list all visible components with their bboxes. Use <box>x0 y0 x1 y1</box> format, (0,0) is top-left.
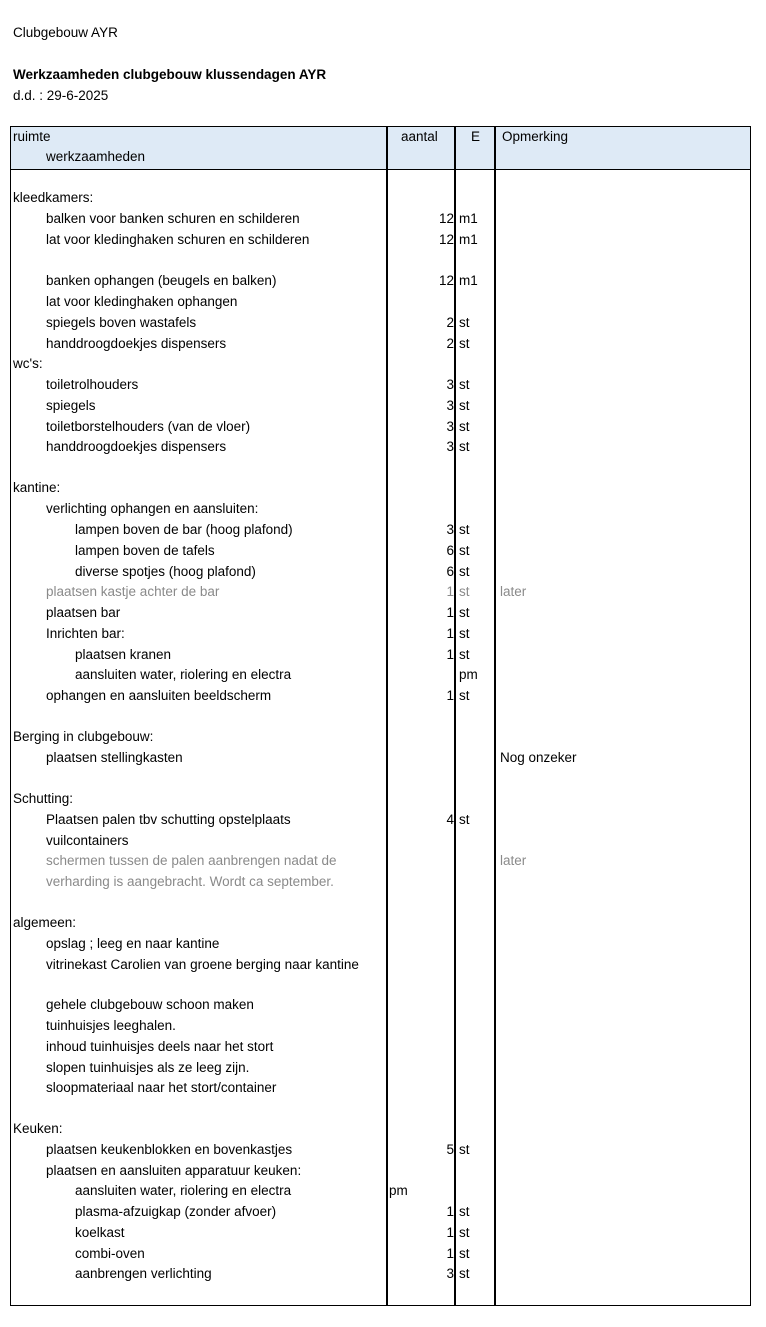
document-date: d.d. : 29-6-2025 <box>13 88 109 103</box>
task-unit: st <box>459 1142 470 1157</box>
task-unit: st <box>459 584 470 599</box>
task-row <box>11 315 750 335</box>
task-quantity: 3 <box>446 439 454 454</box>
task-description: lat voor kledinghaken schuren en schilderen <box>46 232 310 247</box>
task-unit: m1 <box>459 211 478 226</box>
task-description: slopen tuinhuisjes als ze leeg zijn. <box>46 1060 250 1075</box>
task-unit: st <box>459 377 470 392</box>
task-row <box>11 419 750 439</box>
task-row <box>11 1060 750 1080</box>
task-description: toiletborstelhouders (van de vloer) <box>46 419 251 434</box>
section-title: algemeen: <box>13 915 77 930</box>
task-description: aansluiten water, riolering en electra <box>75 667 292 682</box>
section-row <box>11 729 750 749</box>
task-unit: st <box>459 647 470 662</box>
task-description: sloopmateriaal naar het stort/container <box>46 1080 277 1095</box>
section-row <box>11 1121 750 1141</box>
task-row <box>11 377 750 397</box>
task-quantity: 12 <box>438 211 454 226</box>
section-row <box>11 791 750 811</box>
task-description: plaatsen kastje achter de bar <box>46 584 220 599</box>
task-description: lat voor kledinghaken ophangen <box>46 294 238 309</box>
task-description: handdroogdoekjes dispensers <box>46 336 227 351</box>
task-row <box>11 1246 750 1266</box>
task-row <box>11 605 750 625</box>
section-title: Keuken: <box>13 1121 63 1136</box>
task-row <box>11 688 750 708</box>
task-row <box>11 398 750 418</box>
task-description: handdroogdoekjes dispensers <box>46 439 227 454</box>
task-row <box>11 584 750 604</box>
task-row <box>11 273 750 293</box>
task-description: banken ophangen (beugels en balken) <box>46 273 277 288</box>
section-row <box>11 356 750 376</box>
section-title: kleedkamers: <box>13 190 94 205</box>
task-description: opslag ; leeg en naar kantine <box>46 936 220 951</box>
section-row <box>11 190 750 210</box>
task-unit: st <box>459 522 470 537</box>
task-quantity: 2 <box>446 315 454 330</box>
task-description: koelkast <box>75 1225 125 1240</box>
task-row <box>11 522 750 542</box>
task-description: plaatsen stellingkasten <box>46 750 183 765</box>
section-title: Berging in clubgebouw: <box>13 729 154 744</box>
section-title: wc's: <box>13 356 43 371</box>
task-description: verharding is aangebracht. Wordt ca september. <box>46 874 334 889</box>
task-unit: pm <box>459 667 478 682</box>
task-remark: Nog onzeker <box>500 750 577 765</box>
task-row <box>11 1163 750 1183</box>
task-description: gehele clubgebouw schoon maken <box>46 997 254 1012</box>
task-quantity: 12 <box>438 273 454 288</box>
task-description: toiletrolhouders <box>46 377 139 392</box>
task-description: plaatsen en aansluiten apparatuur keuken: <box>46 1163 302 1178</box>
task-quantity: 1 <box>446 584 454 599</box>
task-row <box>11 626 750 646</box>
task-quantity: 3 <box>446 1266 454 1281</box>
task-unit: st <box>459 398 470 413</box>
task-row <box>11 1080 750 1100</box>
task-quantity: 12 <box>438 232 454 247</box>
task-description: combi-oven <box>75 1246 145 1261</box>
task-description: vitrinekast Carolien van groene berging naar kantine <box>46 957 359 972</box>
task-unit: st <box>459 688 470 703</box>
column-ruimte: ruimte <box>13 129 51 144</box>
document-title: Werkzaamheden clubgebouw klussendagen AYR <box>13 67 327 82</box>
task-unit: st <box>459 543 470 558</box>
section-row <box>11 915 750 935</box>
task-quantity: 1 <box>446 1204 454 1219</box>
task-description: lampen boven de bar (hoog plafond) <box>75 522 293 537</box>
table-body <box>11 127 750 1305</box>
task-quantity: pm <box>389 1183 408 1198</box>
task-row <box>11 1142 750 1162</box>
task-row <box>11 1225 750 1245</box>
task-quantity: 5 <box>446 1142 454 1157</box>
task-row <box>11 1204 750 1224</box>
task-unit: m1 <box>459 273 478 288</box>
task-quantity: 1 <box>446 1246 454 1261</box>
task-quantity: 3 <box>446 522 454 537</box>
task-description: lampen boven de tafels <box>75 543 215 558</box>
task-unit: st <box>459 564 470 579</box>
organization-name: Clubgebouw AYR <box>13 25 118 40</box>
task-unit: st <box>459 1225 470 1240</box>
task-quantity: 2 <box>446 336 454 351</box>
task-row <box>11 874 750 894</box>
task-row <box>11 294 750 314</box>
task-row <box>11 997 750 1017</box>
task-unit: st <box>459 1204 470 1219</box>
task-description: plaatsen keukenblokken en bovenkastjes <box>46 1142 293 1157</box>
task-row <box>11 667 750 687</box>
section-title: kantine: <box>13 480 61 495</box>
column-aantal: aantal <box>401 129 438 144</box>
task-unit: st <box>459 605 470 620</box>
task-row <box>11 750 750 770</box>
task-description: Plaatsen palen tbv schutting opstelplaats <box>46 812 291 827</box>
section-row <box>11 480 750 500</box>
task-description: spiegels boven wastafels <box>46 315 197 330</box>
task-description: verlichting ophangen en aansluiten: <box>46 501 259 516</box>
task-unit: st <box>459 626 470 641</box>
task-description: balken voor banken schuren en schilderen <box>46 211 300 226</box>
task-quantity: 3 <box>446 398 454 413</box>
task-row <box>11 853 750 873</box>
task-unit: st <box>459 419 470 434</box>
task-unit: st <box>459 1246 470 1261</box>
task-unit: st <box>459 1266 470 1281</box>
task-description: vuilcontainers <box>46 833 129 848</box>
task-description: plasma-afzuigkap (zonder afvoer) <box>75 1204 277 1219</box>
task-row <box>11 936 750 956</box>
column-opmerking: Opmerking <box>502 129 569 144</box>
task-unit: m1 <box>459 232 478 247</box>
task-description: plaatsen bar <box>46 605 121 620</box>
task-row <box>11 336 750 356</box>
task-description: tuinhuisjes leeghalen. <box>46 1018 176 1033</box>
task-quantity: 6 <box>446 543 454 558</box>
task-row <box>11 232 750 252</box>
task-row <box>11 1039 750 1059</box>
task-unit: st <box>459 336 470 351</box>
column-eenheid: E <box>471 129 481 144</box>
task-row <box>11 501 750 521</box>
task-description: diverse spotjes (hoog plafond) <box>75 564 256 579</box>
work-table <box>10 126 751 1306</box>
task-remark: later <box>500 584 527 599</box>
task-description: inhoud tuinhuisjes deels naar het stort <box>46 1039 274 1054</box>
task-description: schermen tussen de palen aanbrengen nadat de <box>46 853 337 868</box>
task-description: aanbrengen verlichting <box>75 1266 212 1281</box>
task-description: aansluiten water, riolering en electra <box>75 1183 292 1198</box>
task-quantity: 1 <box>446 605 454 620</box>
task-quantity: 3 <box>446 377 454 392</box>
task-description: plaatsen kranen <box>75 647 172 662</box>
task-row <box>11 833 750 853</box>
task-description: Inrichten bar: <box>46 626 125 641</box>
task-quantity: 4 <box>446 812 454 827</box>
task-row <box>11 1266 750 1286</box>
task-row <box>11 1018 750 1038</box>
task-row <box>11 647 750 667</box>
task-quantity: 1 <box>446 688 454 703</box>
column-werkzaamheden: werkzaamheden <box>46 149 146 164</box>
section-title: Schutting: <box>13 791 74 806</box>
task-quantity: 3 <box>446 419 454 434</box>
task-row <box>11 957 750 977</box>
task-remark: later <box>500 853 527 868</box>
task-unit: st <box>459 812 470 827</box>
task-quantity: 6 <box>446 564 454 579</box>
task-row <box>11 543 750 563</box>
task-row <box>11 1183 750 1203</box>
task-quantity: 1 <box>446 1225 454 1240</box>
task-row <box>11 439 750 459</box>
task-row <box>11 564 750 584</box>
task-quantity: 1 <box>446 647 454 662</box>
task-description: spiegels <box>46 398 96 413</box>
task-row <box>11 812 750 832</box>
task-unit: st <box>459 439 470 454</box>
task-quantity: 1 <box>446 626 454 641</box>
task-description: ophangen en aansluiten beeldscherm <box>46 688 272 703</box>
task-row <box>11 211 750 231</box>
task-unit: st <box>459 315 470 330</box>
